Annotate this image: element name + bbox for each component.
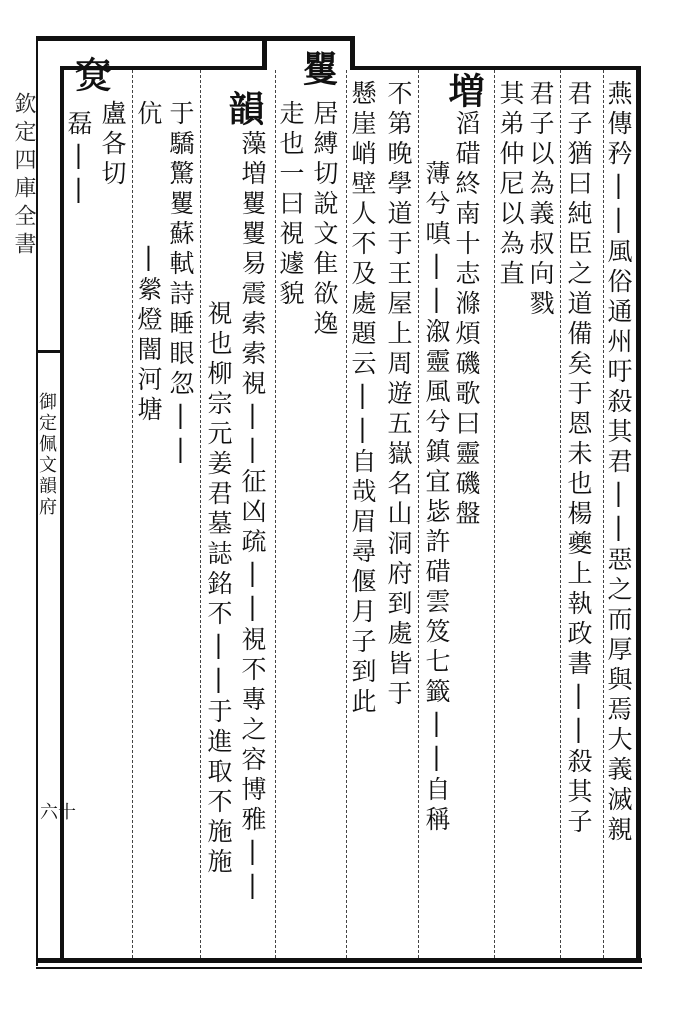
text-column: 視也柳宗元姜君墓誌銘不||于進取不施施	[204, 300, 233, 878]
text-column: 懸崖峭壁人不及處題云||自哉眉尋偃月子到此	[348, 80, 377, 718]
text-column: 伉	[134, 100, 163, 130]
book-title: 御定佩文韻府	[36, 392, 57, 518]
col-rule	[560, 70, 561, 958]
col-rule	[346, 70, 347, 958]
text-column: 于驕驚矍蘇軾詩睡眼忽||	[166, 100, 195, 468]
text-column: 燕傳矜||風俗通州吁殺其君||惡之而厚與焉大義滅親	[604, 80, 633, 846]
border-top-notch-left	[262, 36, 267, 70]
border-top-left	[36, 36, 266, 41]
col-rule	[418, 70, 419, 958]
text-column: 不第晚學道于王屋上周遊五嶽名山洞府到處皆于	[384, 80, 413, 710]
text-column: 藻増矍矍易震索索視||征凶疏||視不專之容博雅||	[238, 130, 267, 904]
fish-tail	[36, 350, 60, 353]
text-column: 其弟仲尼以為直	[496, 80, 525, 290]
border-bottom	[36, 958, 642, 963]
text-column: |縈燈闇河塘	[134, 242, 163, 426]
col-rule	[494, 70, 495, 958]
text-column: 薄兮嗔||溆靈風兮鎮宜毖許碏雲笈七籤||自稱	[422, 160, 451, 836]
text-column: 君子以為義叔向戮	[526, 80, 555, 320]
page-number: 六十	[40, 802, 76, 823]
border-bottom-outer	[36, 967, 642, 969]
side-title: 欽定四庫全書	[11, 92, 36, 260]
col-rule	[132, 70, 133, 958]
border-top-notch-right	[350, 36, 355, 70]
entry-head: 矍	[297, 50, 339, 88]
border-top-right	[262, 36, 354, 41]
text-column: 君子猶曰純臣之道備矣于恩未也楊夔上執政書||殺其子	[564, 80, 593, 838]
text-column: 盧各切	[98, 100, 127, 190]
text-column: 滔碏終南十志滌煩磯歌曰靈磯盤	[452, 110, 481, 530]
entry-head: 韻	[223, 90, 265, 128]
col-rule	[200, 70, 201, 958]
entry-head: 増	[443, 72, 485, 110]
entry-head: 𤊽	[71, 55, 113, 93]
border-right	[636, 66, 641, 961]
border-top-inner-right	[350, 66, 640, 70]
text-column: 磊||	[64, 110, 93, 208]
text-column: 走也一曰視遽貌	[276, 100, 305, 310]
text-column: 居縛切說文隹欲逸	[310, 100, 339, 340]
